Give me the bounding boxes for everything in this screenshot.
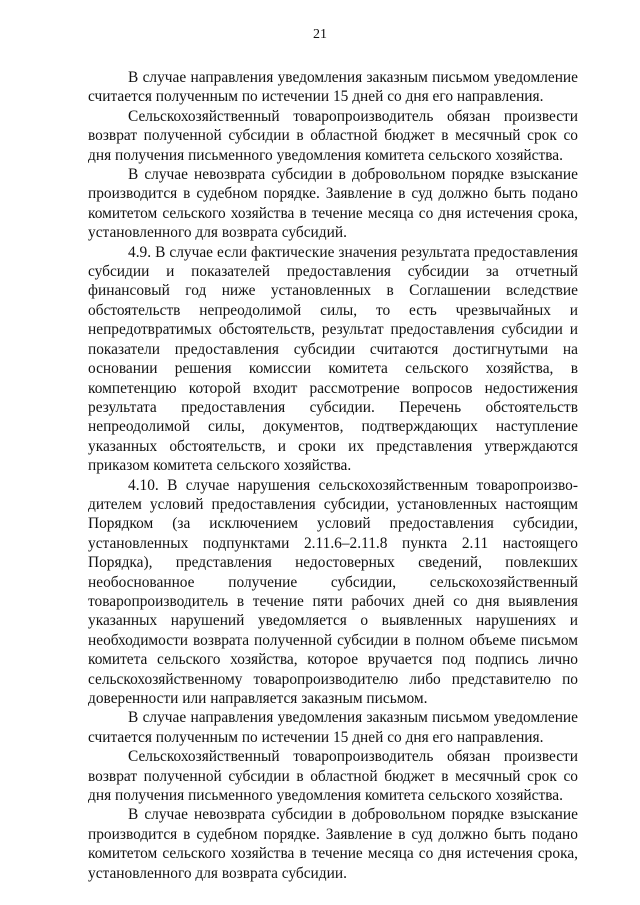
paragraph-notice-delivery-2: В случае направления уведомления заказным письмом уведомление считается полученным по истечении 15 дней со дня его направления. (88, 709, 578, 746)
paragraph-section-4-9: 4.9. В случае если фактические значения результата предоставления субсидии и показателей предоставления субсидии за отчетный финансовый год ниже установленных в Соглашении вследствие обстоятельств непреодолимой силы, то есть чрезвычайных и непредотвратимых обстоятельств, результат предоставления субсидии и показатели предоставления субсидии считаются достигнутыми на основании решения комиссии комитета сельского хозяйства, в компетенцию которой входит рассмотрение вопросов недостижения результата предоставления субсидии. Перечень обстоятельств непреодолимой силы, документов, подтверждающих наступление указанных обстоятельств, и сроки их представления утверждаются приказом комитета сельского хозяйства. (88, 243, 578, 475)
document-body (88, 68, 578, 883)
paragraph-section-4-10: 4.10. В случае нарушения сельскохозяйственным товаропроизводителем условий предоставления субсидии, установленных настоящим Порядком (за исключением условий предоставления субсидии, установленных подпунктами 2.11.6–2.11.8 пункта 2.11 настоящего Порядка), представления недостоверных сведений, повлекших необоснованное получение субсидии, сельскохозяйственный товаропроизводитель в течение пяти рабочих дней со дня выявления указанных нарушений уведомляется о выявленных нарушениях и необходимости возврата полученной субсидии в полном объеме письмом комитета сельского хозяйства, которое вручается под подпись лично сельскохозяйственному товаропроизводителю либо представителю по доверенности или направляется заказным письмом. (88, 476, 578, 707)
paragraph-refund-obligation-2: Сельскохозяйственный товаропроизводитель обязан произвести возврат полученной субсидии в областной бюджет в месячный срок со дня получения письменного уведомления комитета сельского хозяйства. (88, 748, 578, 805)
paragraph-court-recovery-2: В случае невозврата субсидии в добровольном порядке взыскание производится в судебном порядке. Заявление в суд должно быть подано комитетом сельского хозяйства в течение месяца со дня истечения срока, установленного для возврата субсидии. (88, 806, 578, 882)
paragraph-refund-obligation-1: Сельскохозяйственный товаропроизводитель обязан произвести возврат полученной субсидии в областной бюджет в месячный срок со дня получения письменного уведомления комитета сельского хозяйства. (88, 107, 578, 164)
paragraph-notice-delivery-1: В случае направления уведомления заказным письмом уведомление считается полученным по истечении 15 дней со дня его направления. (88, 69, 578, 106)
paragraph-court-recovery-1: В случае невозврата субсидии в добровольном порядке взыскание производится в судебном порядке. Заявление в суд должно быть подано комитетом сельского хозяйства в течение месяца со дня истечения срока, установленного для возврата субсидий. (88, 166, 578, 242)
page-number: 21 (313, 27, 327, 42)
